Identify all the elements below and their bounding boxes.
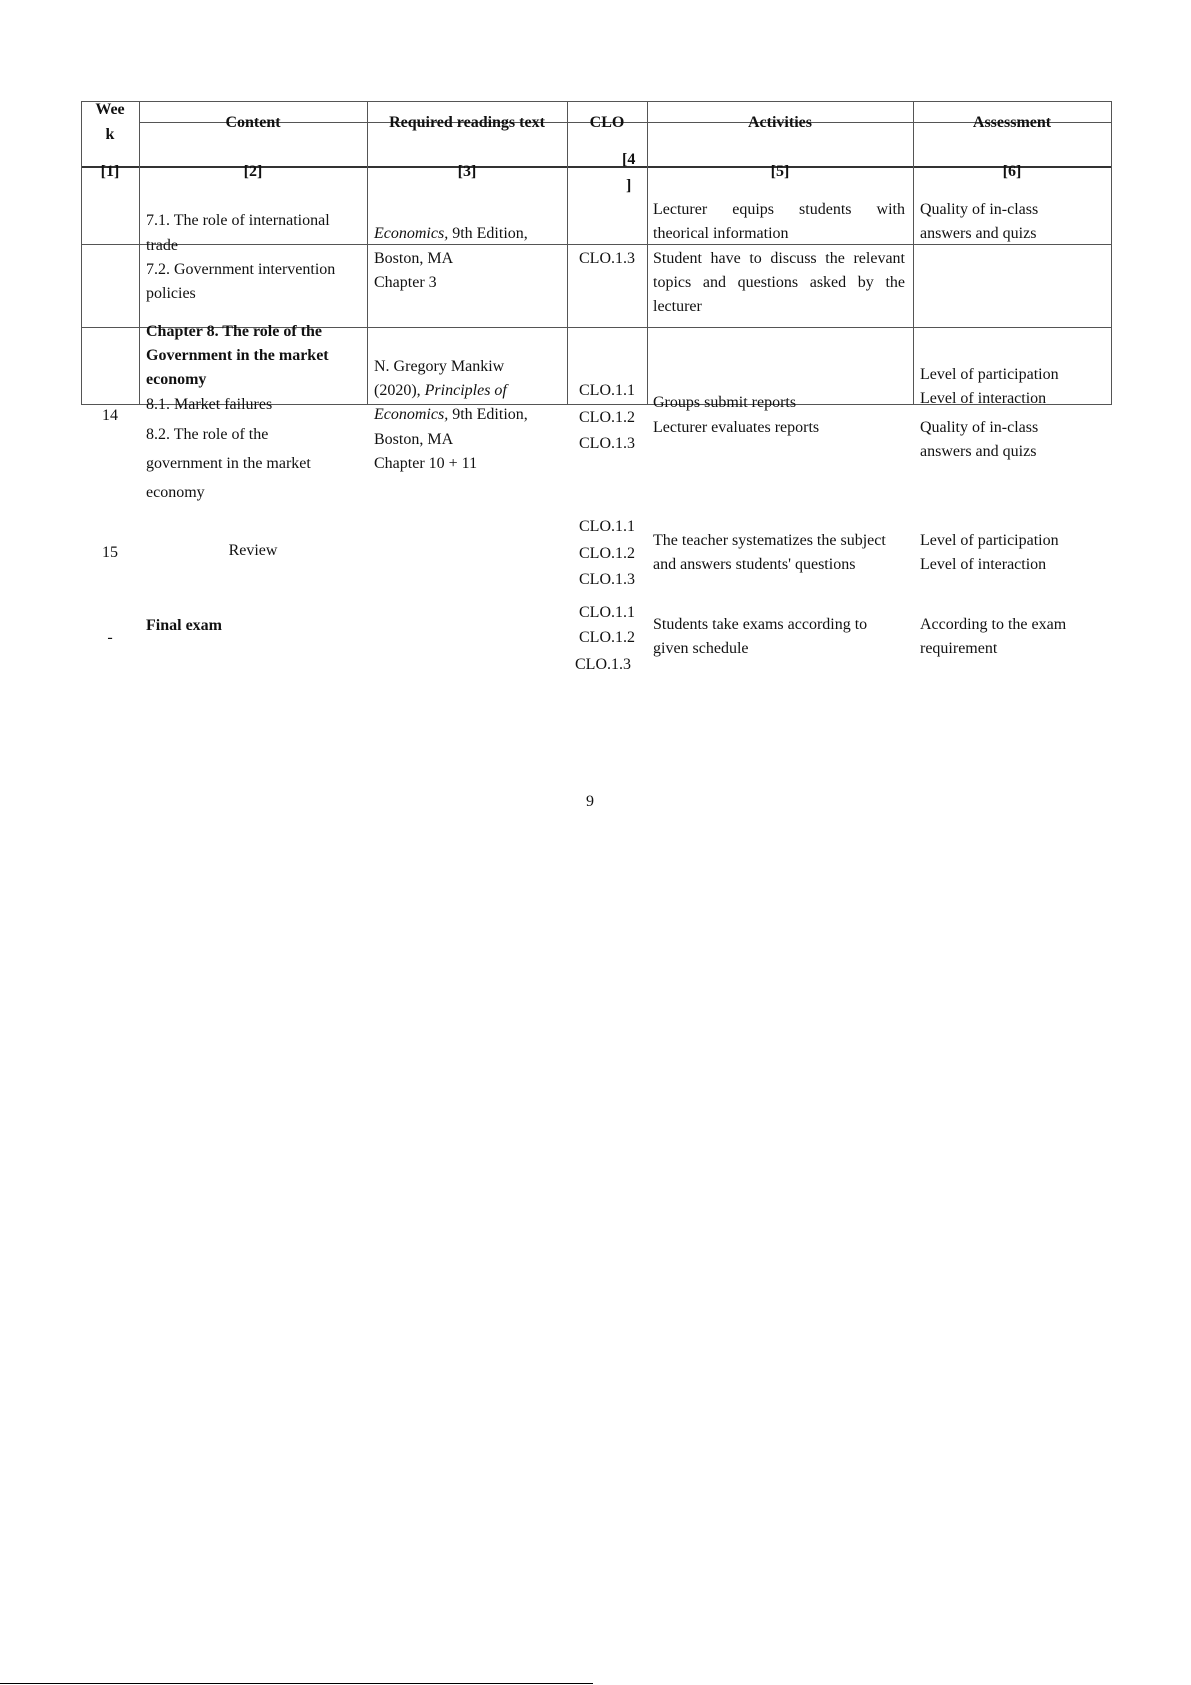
col-number-1: [1] (100, 163, 120, 180)
final-clo-3: CLO.1.3 (575, 656, 631, 673)
row-14-content-7: economy (146, 484, 205, 501)
row-15-activity-1: The teacher systematizes the subject (653, 532, 886, 549)
final-activity-1: Students take exams according to (653, 616, 868, 633)
header-activities: Activities (748, 114, 812, 131)
table-line (139, 101, 140, 404)
row-14-week: 14 (102, 407, 118, 424)
col-number-5: [5] (770, 163, 790, 180)
col-number-4-tail: ] (626, 177, 632, 194)
col-number-6: [6] (1002, 163, 1022, 180)
header-readings: Required readings text (389, 114, 545, 131)
header-clo: CLO (589, 114, 625, 131)
table-line (1111, 101, 1112, 404)
row-15-activity-2: and answers students' questions (653, 556, 856, 573)
final-assess-1: According to the exam (920, 616, 1067, 633)
row-15-clo-3: CLO.1.3 (579, 571, 635, 588)
row-15-week: 15 (102, 544, 118, 561)
row-14-reading-1: N. Gregory Mankiw (374, 358, 505, 375)
row-14-content-4: 8.1. Market failures (146, 396, 273, 413)
row-a-content-3: 7.2. Government intervention (146, 261, 336, 278)
col-number-2: [2] (243, 163, 263, 180)
row-14-reading-4: Boston, MA (374, 431, 454, 448)
row-a-content-1: 7.1. The role of international (146, 212, 330, 229)
row-14-clo-1: CLO.1.1 (579, 382, 635, 399)
row-14-clo-2: CLO.1.2 (579, 409, 635, 426)
row-15-assess-2: Level of interaction (920, 556, 1047, 573)
row-a-activity-3: Student have to discuss the relevant (653, 250, 905, 267)
row-a-assess-2: answers and quizs (920, 225, 1037, 242)
table-line (367, 101, 368, 404)
row-14-activity-2: Lecturer evaluates reports (653, 419, 820, 436)
row-15-clo-2: CLO.1.2 (579, 545, 635, 562)
final-content: Final exam (146, 617, 222, 634)
book-title: Economics, (374, 406, 449, 423)
book-title: Principles of (424, 382, 507, 399)
header-week-2: k (105, 126, 115, 143)
row-a-clo: CLO.1.3 (579, 250, 635, 267)
row-a-assess-1: Quality of in-class (920, 201, 1039, 218)
row-14-chapter-title-3: economy (146, 371, 207, 388)
row-a-reading-3: Chapter 3 (374, 274, 437, 291)
final-week: - (107, 629, 113, 646)
row-15-content: Review (228, 542, 278, 559)
header-content: Content (225, 114, 281, 131)
col-number-4: [4 (622, 151, 636, 168)
row-a-content-2: trade (146, 237, 178, 254)
row-14-chapter-title-1: Chapter 8. The role of the (146, 323, 322, 340)
header-assessment: Assessment (972, 114, 1052, 131)
row-14-reading-2: (2020), Principles of (374, 382, 507, 399)
row-14-assess-3: Quality of in-class (920, 419, 1039, 436)
row-14-activity-1: Groups submit reports (653, 394, 797, 411)
table-line (647, 101, 648, 404)
row-14-reading-5: Chapter 10 + 11 (374, 455, 478, 472)
row-14-chapter-title-2: Government in the market (146, 347, 329, 364)
col-number-3: [3] (457, 163, 477, 180)
row-a-content-4: policies (146, 285, 196, 302)
final-activity-2: given schedule (653, 640, 749, 657)
row-14-assess-4: answers and quizs (920, 443, 1037, 460)
row-14-assess-2: Level of interaction (920, 390, 1047, 407)
final-clo-1: CLO.1.1 (579, 604, 635, 621)
row-14-content-6: government in the market (146, 455, 311, 472)
row-14-reading-3: Economics, 9th Edition, (374, 406, 528, 423)
row-14-assess-1: Level of participation (920, 366, 1059, 383)
header-week: Wee (95, 101, 125, 118)
row-a-activity-5: lecturer (653, 298, 702, 315)
book-title: Economics, (374, 225, 449, 242)
row-a-reading-2: Boston, MA (374, 250, 454, 267)
page-number: 9 (586, 793, 594, 810)
final-assess-2: requirement (920, 640, 998, 657)
final-clo-2: CLO.1.2 (579, 629, 635, 646)
row-15-assess-1: Level of participation (920, 532, 1059, 549)
table-line (81, 101, 1112, 102)
row-15-clo-1: CLO.1.1 (579, 518, 635, 535)
row-a-activity-4: topics and questions asked by the (653, 274, 905, 291)
row-14-clo-3: CLO.1.3 (579, 435, 635, 452)
footer-divider (0, 1683, 593, 1684)
row-a-activity-1: Lecturer equips students with (653, 201, 905, 218)
row-a-reading-1: Economics, 9th Edition, (374, 225, 528, 242)
table-line (913, 101, 914, 404)
row-14-content-5: 8.2. The role of the (146, 426, 269, 443)
row-a-activity-2: theorical information (653, 225, 789, 242)
